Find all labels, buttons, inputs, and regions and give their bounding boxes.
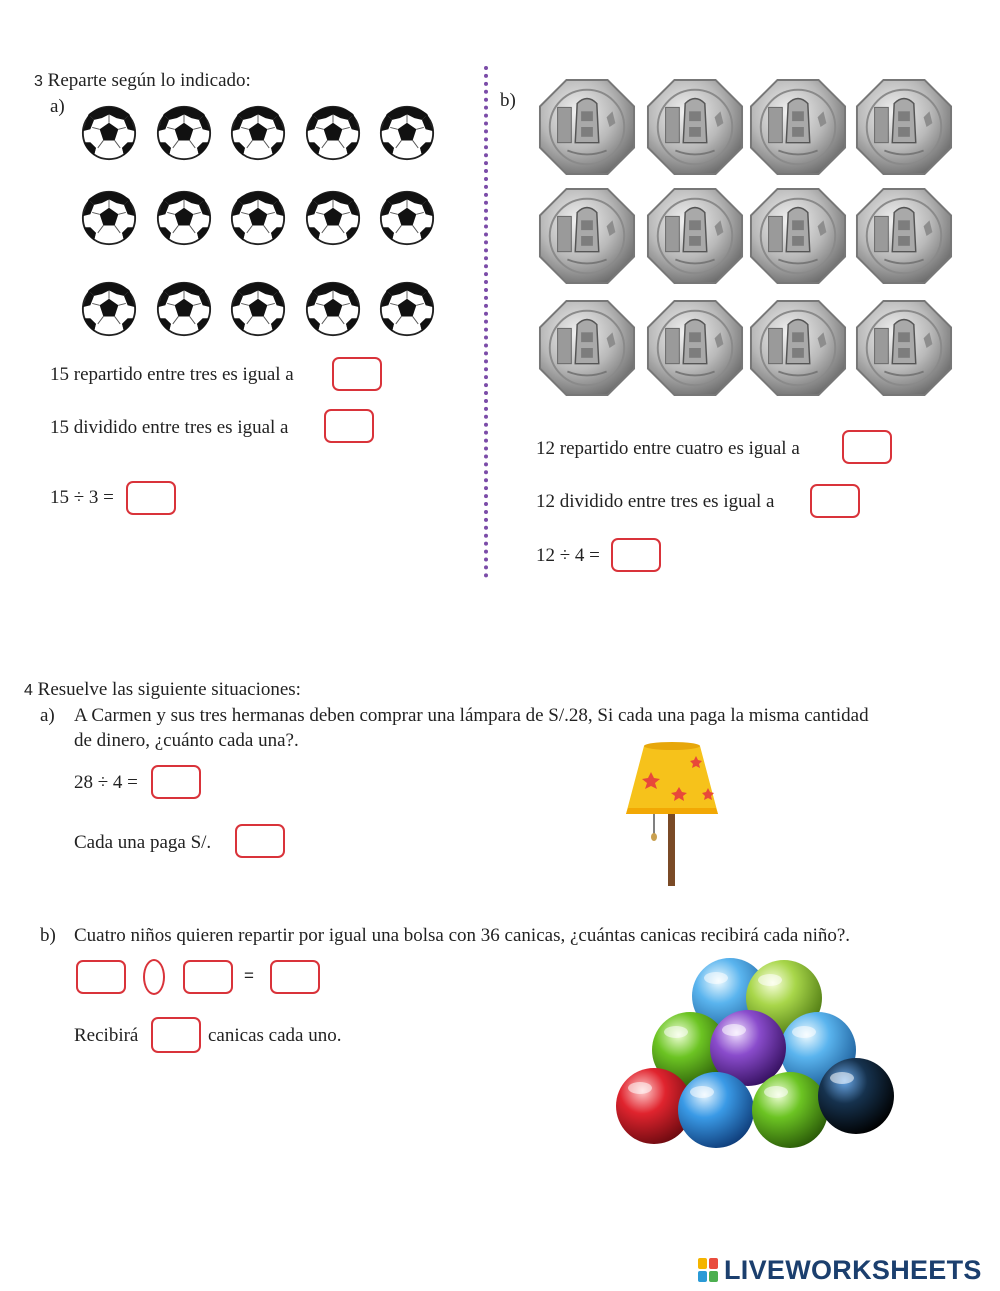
answer-box-3b-dividido[interactable]: [810, 484, 860, 518]
answer-box-4b-dividend[interactable]: [76, 960, 126, 994]
soccer-ball-icon: [81, 190, 137, 246]
answer-box-4b-result[interactable]: [270, 960, 320, 994]
answer-box-4b-divisor[interactable]: [183, 960, 233, 994]
soccer-ball-icon: [81, 281, 137, 337]
sol-coin-icon: [749, 187, 847, 285]
sol-coin-icon: [749, 299, 847, 397]
marbles-icon: [612, 956, 897, 1150]
answer-oval-4b-operator[interactable]: [143, 959, 165, 995]
section-4-heading: [24, 679, 301, 702]
sol-coin-icon: [646, 299, 744, 397]
part-4a-problem-line2: de dinero, ¿cuánto cada una?.: [74, 730, 299, 751]
soccer-ball-icon: [230, 281, 286, 337]
soccer-ball-icon: [305, 105, 361, 161]
part-4b-label: b): [40, 925, 56, 946]
part-3a-label: a): [50, 96, 65, 117]
part-4a-answer-prefix: Cada una paga S/.: [74, 832, 212, 853]
liveworksheets-logo: [698, 1254, 982, 1286]
soccer-ball-icon: [230, 105, 286, 161]
part-4b-equals: =: [244, 966, 254, 985]
part-3b-label: b): [500, 90, 516, 111]
soccer-ball-icon: [81, 105, 137, 161]
soccer-ball-icon: [379, 281, 435, 337]
soccer-ball-icon: [230, 190, 286, 246]
part-4b-answer-prefix: Recibirá: [74, 1025, 139, 1046]
part-4a-problem-line1: A Carmen y sus tres hermanas deben comprar una lámpara de S/.28, Si cada una paga la misma cantidad: [74, 705, 869, 726]
part-3a-line3: 15 ÷ 3 =: [50, 487, 114, 508]
soccer-ball-icon: [156, 190, 212, 246]
sol-coin-icon: [646, 187, 744, 285]
answer-box-4b-marbles[interactable]: [151, 1017, 201, 1053]
part-4b-problem: Cuatro niños quieren repartir por igual una bolsa con 36 canicas, ¿cuántas canicas recibirá cada niño?.: [74, 925, 851, 946]
answer-box-3b-repartido[interactable]: [842, 430, 892, 464]
section-3-number: 3: [34, 73, 43, 90]
sol-coin-icon: [538, 78, 636, 176]
sol-coin-icon: [855, 78, 953, 176]
answer-box-4a-amount[interactable]: [235, 824, 285, 858]
logo-mark-icon: [698, 1258, 718, 1282]
soccer-ball-icon: [156, 281, 212, 337]
part-4b-answer-suffix: canicas cada uno.: [208, 1025, 342, 1046]
part-4a-equation: 28 ÷ 4 =: [74, 772, 138, 793]
part-4a-label: a): [40, 705, 55, 726]
soccer-ball-icon: [305, 190, 361, 246]
soccer-ball-icon: [379, 190, 435, 246]
soccer-ball-icon: [305, 281, 361, 337]
section-4-number: 4: [24, 682, 33, 699]
column-divider: [484, 66, 488, 578]
sol-coin-icon: [538, 299, 636, 397]
part-3b-line3: 12 ÷ 4 =: [536, 545, 600, 566]
sol-coin-icon: [538, 187, 636, 285]
sol-coin-icon: [646, 78, 744, 176]
part-3b-line2: 12 dividido entre tres es igual a: [536, 491, 775, 512]
answer-box-3b-equation[interactable]: [611, 538, 661, 572]
answer-box-3a-dividido[interactable]: [324, 409, 374, 443]
part-3a-line1: 15 repartido entre tres es igual a: [50, 364, 294, 385]
part-3a-line2: 15 dividido entre tres es igual a: [50, 417, 289, 438]
section-4-title: Resuelve las siguiente situaciones:: [37, 679, 301, 700]
answer-box-4a-equation[interactable]: [151, 765, 201, 799]
section-3-title: Reparte según lo indicado:: [47, 70, 251, 91]
section-3-heading: [34, 70, 251, 93]
sol-coin-icon: [855, 299, 953, 397]
soccer-ball-icon: [156, 105, 212, 161]
lamp-icon: [624, 742, 720, 888]
sol-coin-icon: [855, 187, 953, 285]
sol-coin-icon: [749, 78, 847, 176]
answer-box-3a-repartido[interactable]: [332, 357, 382, 391]
brand-name: LIVEWORKSHEETS: [724, 1254, 982, 1285]
soccer-ball-icon: [379, 105, 435, 161]
part-3b-line1: 12 repartido entre cuatro es igual a: [536, 438, 800, 459]
answer-box-3a-equation[interactable]: [126, 481, 176, 515]
